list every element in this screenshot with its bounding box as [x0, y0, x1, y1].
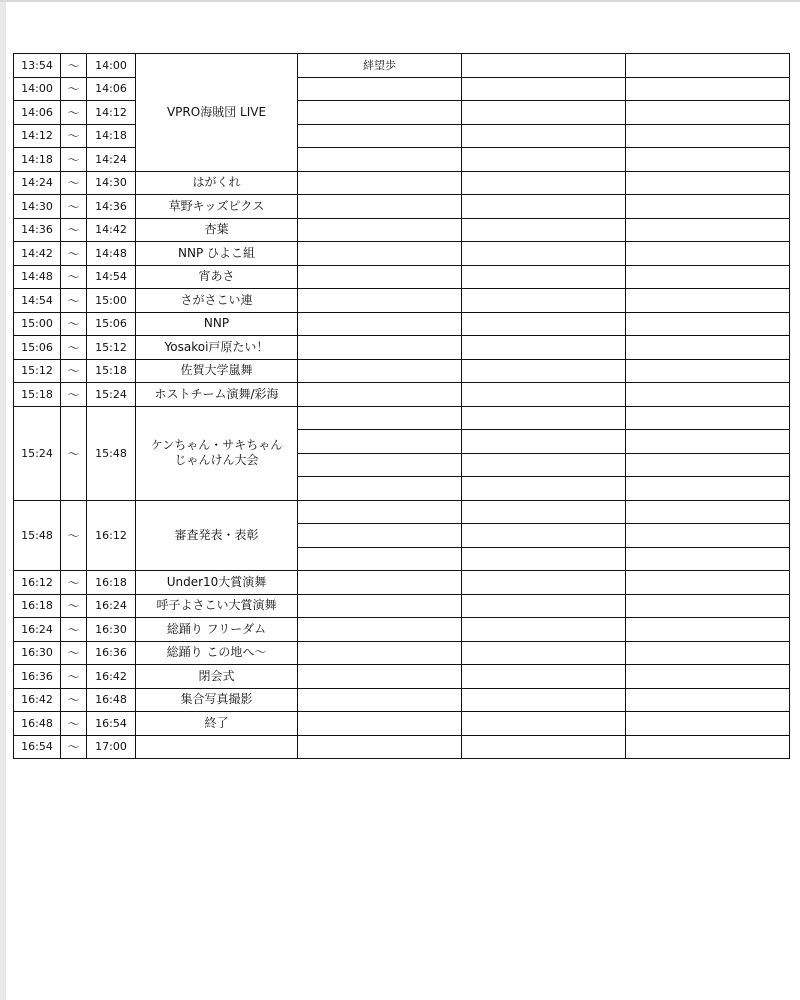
table-row: [14, 218, 790, 242]
start-time: 16:18: [14, 594, 61, 618]
end-time: 14:18: [87, 124, 136, 148]
end-time: 14:42: [87, 218, 136, 242]
empty-cell: [298, 571, 462, 595]
tilde-separator: 〜: [61, 265, 87, 289]
empty-cell: [462, 359, 626, 383]
empty-cell: [626, 594, 790, 618]
empty-cell: [626, 430, 790, 454]
program-cell: [136, 735, 298, 759]
start-time: 14:06: [14, 101, 61, 125]
empty-cell: [298, 688, 462, 712]
empty-cell: [462, 477, 626, 501]
start-time: 15:00: [14, 312, 61, 336]
empty-cell: [462, 500, 626, 524]
empty-cell: [298, 524, 462, 548]
empty-cell: [298, 477, 462, 501]
empty-cell: [462, 171, 626, 195]
tilde-separator: 〜: [61, 665, 87, 689]
empty-cell: [298, 712, 462, 736]
empty-cell: [462, 688, 626, 712]
empty-cell: [462, 289, 626, 313]
tilde-separator: 〜: [61, 312, 87, 336]
empty-cell: [626, 688, 790, 712]
start-time: 16:12: [14, 571, 61, 595]
table-row: [14, 265, 790, 289]
end-time: 15:48: [87, 406, 136, 500]
table-row: [14, 289, 790, 313]
table-row: [14, 359, 790, 383]
empty-cell: [462, 383, 626, 407]
end-time: 14:00: [87, 54, 136, 78]
empty-cell: [462, 148, 626, 172]
end-time: 15:24: [87, 383, 136, 407]
end-time: 16:30: [87, 618, 136, 642]
table-row: [14, 171, 790, 195]
start-time: 14:54: [14, 289, 61, 313]
empty-cell: [626, 54, 790, 78]
empty-cell: [298, 453, 462, 477]
empty-cell: [298, 195, 462, 219]
tilde-separator: 〜: [61, 218, 87, 242]
program-cell: 総踊り この地へ〜: [136, 641, 298, 665]
end-time: 16:24: [87, 594, 136, 618]
end-time: 16:36: [87, 641, 136, 665]
end-time: 15:00: [87, 289, 136, 313]
tilde-separator: 〜: [61, 383, 87, 407]
start-time: 13:54: [14, 54, 61, 78]
table-row: [14, 242, 790, 266]
program-cell: 宵あさ: [136, 265, 298, 289]
empty-cell: [626, 359, 790, 383]
empty-cell: [626, 571, 790, 595]
tilde-separator: 〜: [61, 54, 87, 78]
end-time: 17:00: [87, 735, 136, 759]
empty-cell: [298, 171, 462, 195]
empty-cell: [626, 218, 790, 242]
empty-cell: [462, 54, 626, 78]
end-time: 14:48: [87, 242, 136, 266]
empty-cell: [462, 618, 626, 642]
end-time: 16:18: [87, 571, 136, 595]
program-cell: 閉会式: [136, 665, 298, 689]
table-row: [14, 54, 790, 78]
empty-cell: [298, 735, 462, 759]
program-cell: 終了: [136, 712, 298, 736]
program-cell: 総踊り フリーダム: [136, 618, 298, 642]
start-time: 16:30: [14, 641, 61, 665]
empty-cell: [626, 618, 790, 642]
empty-cell: [462, 77, 626, 101]
empty-cell: [626, 500, 790, 524]
tilde-separator: 〜: [61, 336, 87, 360]
empty-cell: [626, 101, 790, 125]
empty-cell: [626, 453, 790, 477]
start-time: 14:42: [14, 242, 61, 266]
empty-cell: [462, 453, 626, 477]
end-time: 14:24: [87, 148, 136, 172]
empty-cell: [626, 735, 790, 759]
empty-cell: [462, 665, 626, 689]
start-time: 15:06: [14, 336, 61, 360]
empty-cell: [626, 406, 790, 430]
table-row: [14, 383, 790, 407]
tilde-separator: 〜: [61, 195, 87, 219]
empty-cell: [462, 312, 626, 336]
page-edge: [0, 0, 6, 1000]
empty-cell: [462, 735, 626, 759]
tilde-separator: 〜: [61, 712, 87, 736]
empty-cell: [626, 195, 790, 219]
end-time: 14:12: [87, 101, 136, 125]
empty-cell: [462, 712, 626, 736]
tilde-separator: 〜: [61, 406, 87, 500]
empty-cell: [626, 148, 790, 172]
tilde-separator: 〜: [61, 618, 87, 642]
tilde-separator: 〜: [61, 641, 87, 665]
table-row: [14, 665, 790, 689]
empty-cell: [626, 477, 790, 501]
start-time: 15:12: [14, 359, 61, 383]
table-row: [14, 735, 790, 759]
empty-cell: [626, 242, 790, 266]
empty-cell: [462, 265, 626, 289]
empty-cell: [462, 218, 626, 242]
program-cell: NNP: [136, 312, 298, 336]
tilde-separator: 〜: [61, 289, 87, 313]
end-time: 16:42: [87, 665, 136, 689]
tilde-separator: 〜: [61, 124, 87, 148]
empty-cell: [626, 124, 790, 148]
empty-cell: [298, 312, 462, 336]
start-time: 15:48: [14, 500, 61, 571]
tilde-separator: 〜: [61, 77, 87, 101]
empty-cell: [298, 383, 462, 407]
empty-cell: [462, 242, 626, 266]
start-time: 14:24: [14, 171, 61, 195]
start-time: 14:48: [14, 265, 61, 289]
program-cell: はがくれ: [136, 171, 298, 195]
start-time: 14:12: [14, 124, 61, 148]
tilde-separator: 〜: [61, 101, 87, 125]
table-row: [14, 594, 790, 618]
program-cell: ホストチーム演舞/彩海: [136, 383, 298, 407]
program-cell: 呼子よさこい大賞演舞: [136, 594, 298, 618]
start-time: 15:18: [14, 383, 61, 407]
empty-cell: [626, 383, 790, 407]
end-time: 16:12: [87, 500, 136, 571]
program-cell: 佐賀大学嵐舞: [136, 359, 298, 383]
empty-cell: [298, 547, 462, 571]
empty-cell: [462, 406, 626, 430]
empty-cell: [462, 641, 626, 665]
table-row: [14, 571, 790, 595]
empty-cell: [626, 524, 790, 548]
empty-cell: [298, 77, 462, 101]
empty-cell: [298, 500, 462, 524]
start-time: 16:54: [14, 735, 61, 759]
empty-cell: [462, 101, 626, 125]
tilde-separator: 〜: [61, 242, 87, 266]
empty-cell: [462, 571, 626, 595]
table-row: [14, 77, 790, 101]
empty-cell: [298, 124, 462, 148]
end-time: 15:18: [87, 359, 136, 383]
start-time: 14:00: [14, 77, 61, 101]
empty-cell: [298, 641, 462, 665]
empty-cell: [462, 524, 626, 548]
performer-cell: 絆望歩: [298, 54, 462, 78]
program-cell: 審査発表・表彰: [136, 500, 298, 571]
page-edge-top: [0, 0, 800, 2]
empty-cell: [298, 359, 462, 383]
program-cell: 草野キッズピクス: [136, 195, 298, 219]
tilde-separator: 〜: [61, 735, 87, 759]
empty-cell: [626, 641, 790, 665]
table-row: [14, 124, 790, 148]
table-row: [14, 500, 790, 524]
empty-cell: [462, 594, 626, 618]
table-row: [14, 712, 790, 736]
empty-cell: [462, 430, 626, 454]
empty-cell: [462, 124, 626, 148]
empty-cell: [462, 336, 626, 360]
tilde-separator: 〜: [61, 148, 87, 172]
table-row: [14, 406, 790, 430]
end-time: 15:12: [87, 336, 136, 360]
tilde-separator: 〜: [61, 359, 87, 383]
empty-cell: [626, 665, 790, 689]
program-line: ケンちゃん・サキちゃん: [150, 438, 283, 452]
empty-cell: [298, 265, 462, 289]
empty-cell: [626, 312, 790, 336]
tilde-separator: 〜: [61, 594, 87, 618]
empty-cell: [298, 406, 462, 430]
empty-cell: [298, 148, 462, 172]
end-time: 16:54: [87, 712, 136, 736]
empty-cell: [298, 665, 462, 689]
tilde-separator: 〜: [61, 171, 87, 195]
empty-cell: [626, 547, 790, 571]
program-cell: 集合写真撮影: [136, 688, 298, 712]
start-time: 14:30: [14, 195, 61, 219]
empty-cell: [626, 77, 790, 101]
empty-cell: [462, 547, 626, 571]
program-cell: 杏葉: [136, 218, 298, 242]
schedule-table: [13, 53, 790, 759]
start-time: 14:18: [14, 148, 61, 172]
empty-cell: [626, 171, 790, 195]
empty-cell: [626, 712, 790, 736]
table-row: [14, 148, 790, 172]
program-line: じゃんけん大会: [174, 453, 259, 467]
end-time: 16:48: [87, 688, 136, 712]
tilde-separator: 〜: [61, 500, 87, 571]
start-time: 16:24: [14, 618, 61, 642]
empty-cell: [626, 336, 790, 360]
program-cell: さがさこい連: [136, 289, 298, 313]
end-time: 15:06: [87, 312, 136, 336]
table-row: [14, 312, 790, 336]
empty-cell: [298, 336, 462, 360]
start-time: 16:36: [14, 665, 61, 689]
empty-cell: [626, 289, 790, 313]
end-time: 14:06: [87, 77, 136, 101]
empty-cell: [298, 430, 462, 454]
start-time: 16:48: [14, 712, 61, 736]
table-row: [14, 101, 790, 125]
start-time: 14:36: [14, 218, 61, 242]
empty-cell: [298, 242, 462, 266]
start-time: 16:42: [14, 688, 61, 712]
start-time: 15:24: [14, 406, 61, 500]
empty-cell: [298, 289, 462, 313]
empty-cell: [298, 101, 462, 125]
program-cell: Yosakoi戸原たい！: [136, 336, 298, 360]
end-time: 14:36: [87, 195, 136, 219]
tilde-separator: 〜: [61, 688, 87, 712]
table-row: [14, 195, 790, 219]
end-time: 14:54: [87, 265, 136, 289]
table-row: [14, 641, 790, 665]
empty-cell: [626, 265, 790, 289]
table-row: [14, 618, 790, 642]
empty-cell: [298, 618, 462, 642]
empty-cell: [298, 218, 462, 242]
program-cell: NNP ひよこ組: [136, 242, 298, 266]
program-cell: Under10大賞演舞: [136, 571, 298, 595]
program-cell: [136, 406, 298, 500]
program-cell: VPRO海賊団 LIVE: [136, 54, 298, 172]
empty-cell: [462, 195, 626, 219]
empty-cell: [298, 594, 462, 618]
table-row: [14, 688, 790, 712]
tilde-separator: 〜: [61, 571, 87, 595]
end-time: 14:30: [87, 171, 136, 195]
table-row: [14, 336, 790, 360]
